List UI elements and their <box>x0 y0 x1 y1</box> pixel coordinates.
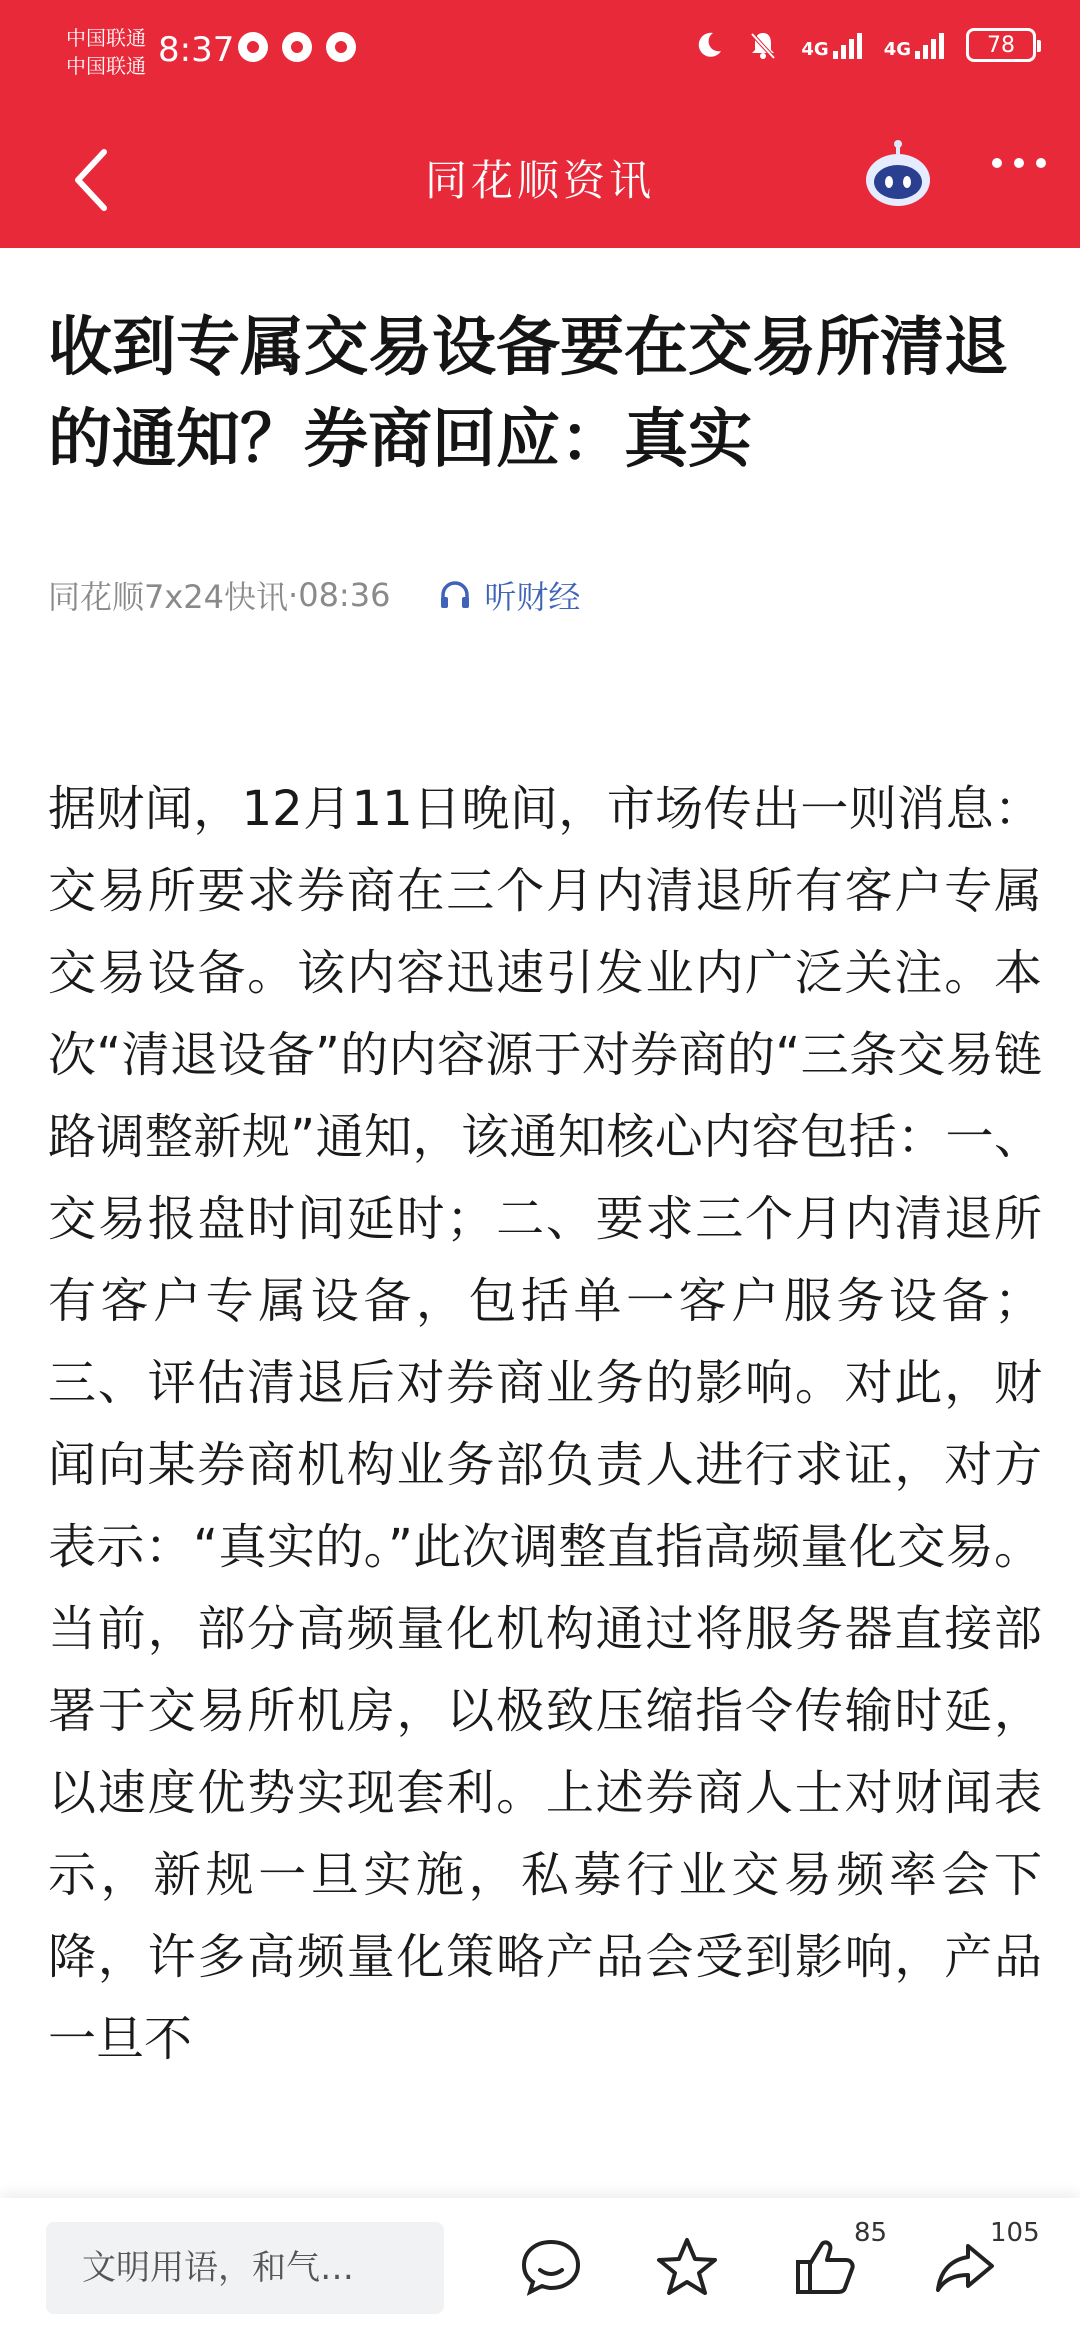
app-notification-icon <box>282 32 312 62</box>
headphones-icon <box>438 578 472 612</box>
status-time: 8:37 <box>158 30 235 70</box>
signal-bars-icon <box>833 31 862 59</box>
battery-level: 78 <box>987 32 1015 58</box>
carrier-2: 中国联通 <box>66 54 146 78</box>
signal-1 <box>801 31 861 59</box>
thumbs-up-icon[interactable] <box>790 2232 860 2302</box>
more-options-icon[interactable] <box>992 158 1046 168</box>
listen-label: 听财经 <box>484 578 581 616</box>
article-source: 同花顺7x24快讯 <box>48 578 289 616</box>
carrier-labels <box>66 24 146 80</box>
comment-icon[interactable] <box>516 2232 586 2302</box>
article-time: 08:36 <box>298 576 391 614</box>
moon-icon <box>693 29 725 61</box>
network-type-1: 4G <box>801 39 829 60</box>
article-meta <box>48 572 580 618</box>
app-header <box>0 0 1080 248</box>
meta-separator: · <box>288 576 299 614</box>
article-title: 收到专属交易设备要在交易所清退的通知？券商回应：真实 <box>48 311 1008 477</box>
battery-icon <box>966 28 1036 62</box>
app-notification-icon <box>326 32 356 62</box>
like-count: 85 <box>854 2218 888 2248</box>
bottom-action-bar <box>0 2198 1080 2340</box>
share-count: 105 <box>990 2218 1040 2248</box>
mute-bell-icon <box>747 29 779 61</box>
carrier-1: 中国联通 <box>66 26 146 50</box>
status-bar <box>0 0 1080 110</box>
comment-input[interactable]: 文明用语，和气… <box>46 2222 444 2314</box>
signal-bars-icon <box>915 31 944 59</box>
status-icons-right <box>693 28 1036 62</box>
nav-bar <box>0 110 1080 248</box>
notification-icons <box>238 32 356 62</box>
star-favorite-icon[interactable] <box>652 2232 722 2302</box>
signal-2 <box>884 31 944 59</box>
app-notification-icon <box>238 32 268 62</box>
article-body: 据财闻，12月11日晚间，市场传出一则消息：交易所要求券商在三个月内清退所有客户专属交易设备。该内容迅速引发业内广泛关注。本次“清退设备”的内容源于对券商的“三条交易链路调整新规”通知，该通知核心内容包括：一、交易报盘时间延时；二、要求三个月内清退所有客户专属设备，包括单一客户服务设备；三、评估清退后对券商业务的影响。对此，财闻向某券商机构业务部负责人进行求证，对方表示：“真实的。”此次调整直指高频量化交易。当前，部分高频量化机构通过将服务器直接部署于交易所机房，以极致压缩指令传输时延，以速度优势实现套利。上述券商人士对财闻表示，新规一旦实施，私募行业交易频率会下降，许多高频量化策略产品会受到影响，产品一旦不 <box>48 781 1042 2067</box>
network-type-2: 4G <box>883 39 911 60</box>
page-title: 同花顺资讯 <box>424 156 655 205</box>
robot-assistant-icon[interactable] <box>862 138 934 210</box>
listen-button[interactable] <box>438 572 580 618</box>
